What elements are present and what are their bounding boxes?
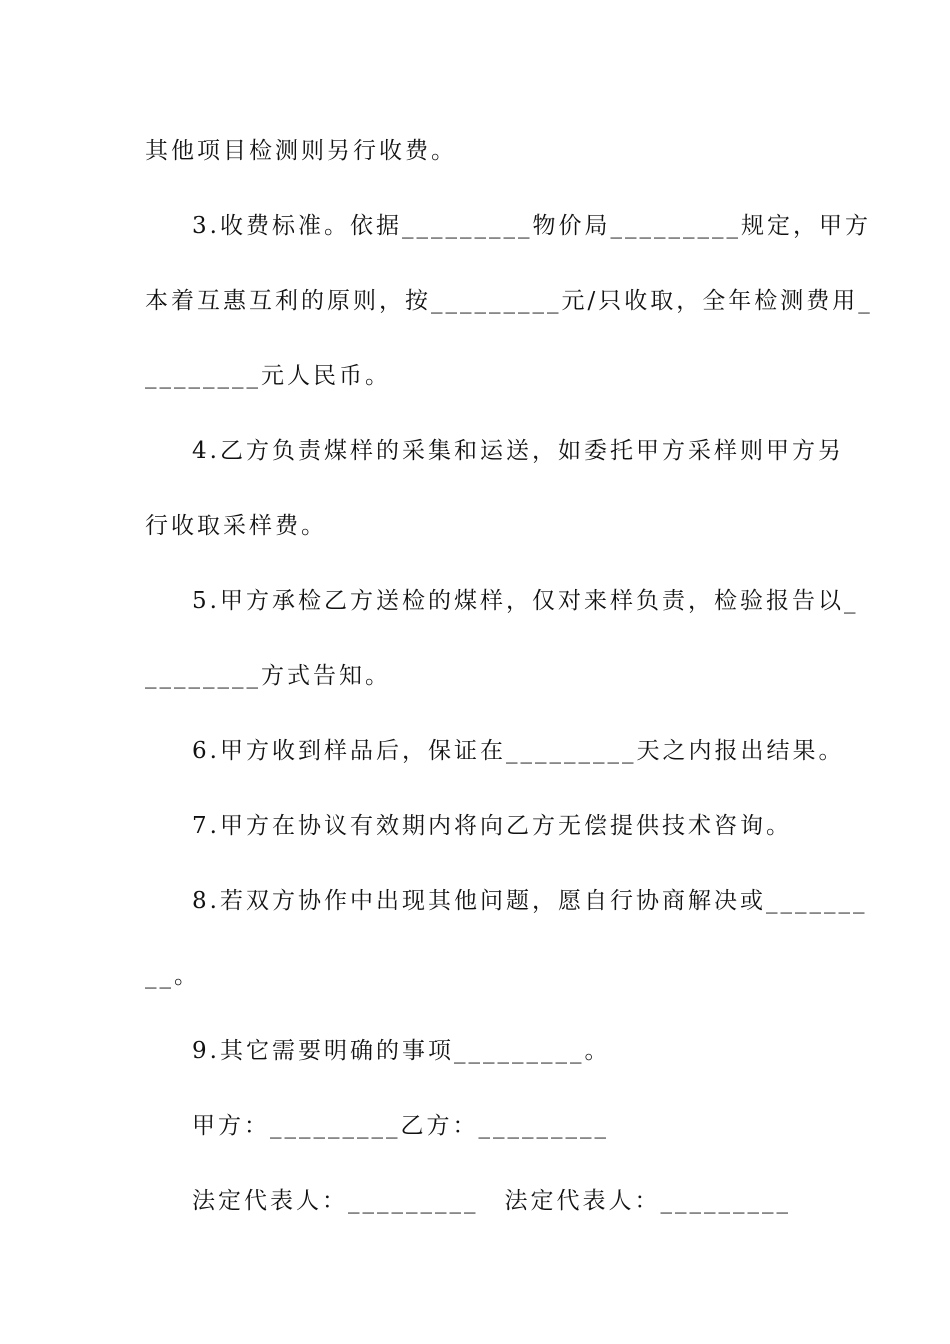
clause-4-line: 4.乙方负责煤样的采集和运送，如委托甲方采样则甲方另	[192, 438, 844, 464]
clause-8-line: 8.若双方协作中出现其他问题，愿自行协商解决或_______	[192, 888, 868, 914]
paragraph-line: 其他项目检测则另行收费。	[145, 138, 457, 164]
clause-6-line: 6.甲方收到样品后，保证在_________天之内报出结果。	[192, 738, 845, 764]
clause-8-line: __。	[145, 963, 200, 989]
clause-9-line: 9.其它需要明确的事项_________。	[192, 1038, 611, 1064]
clause-5-line: ________方式告知。	[145, 663, 391, 689]
clause-5-line: 5.甲方承检乙方送检的煤样，仅对来样负责，检验报告以_	[192, 588, 859, 614]
clause-7-line: 7.甲方在协议有效期内将向乙方无偿提供技术咨询。	[192, 813, 792, 839]
clause-3-line: 本着互惠互利的原则，按_________元/只收取，全年检测费用_	[145, 288, 873, 314]
party-signature-line: 甲方：_________乙方：_________	[192, 1113, 609, 1139]
clause-3-line: ________元人民币。	[145, 363, 391, 389]
legal-representative-line: 法定代表人：_________ 法定代表人：_________	[192, 1188, 791, 1214]
clause-3-line: 3.收费标准。依据_________物价局_________规定，甲方	[192, 213, 871, 239]
clause-4-line: 行收取采样费。	[145, 513, 327, 539]
